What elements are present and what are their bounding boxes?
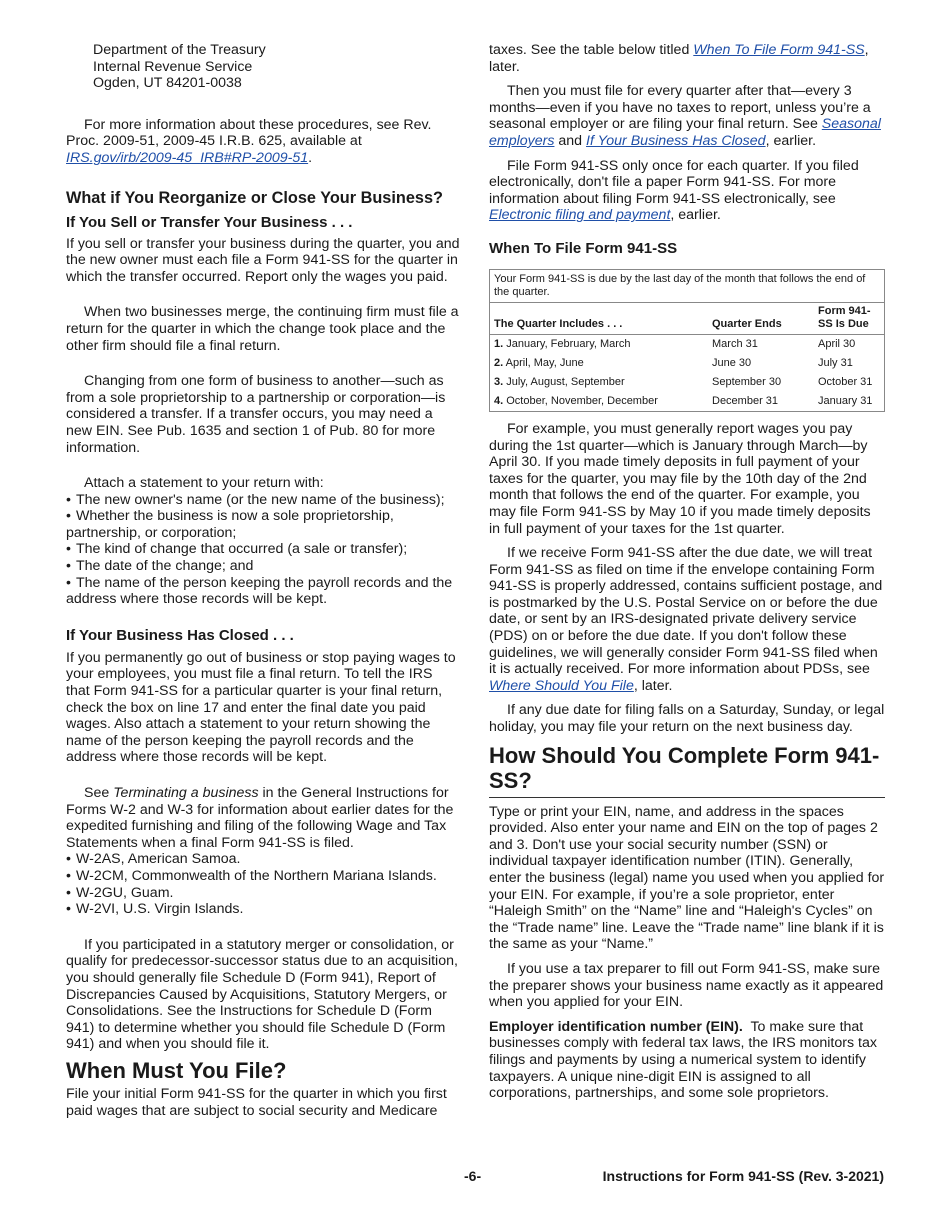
list-item: • W-2VI, U.S. Virgin Islands. xyxy=(66,901,460,918)
sell-transfer-paragraph: If you sell or transfer your business during the quarter, you and the new owner must each file a Form 941-SS for the quarter in which the transfer occurred. Report only the wages you paid. xyxy=(66,235,460,285)
file-once-paragraph: File Form 941-SS only once for each quarter. If you filed electronically, don't file a paper Form 941-SS. For more information about filing Form 941-SS electronically, see Electronic filing and payment, earlier. xyxy=(489,157,859,224)
seasonal-employers-link[interactable]: Seasonal employers xyxy=(489,116,881,149)
business-closed-paragraph: If you permanently go out of business or stop paying wages to your employees, you must file a final return. To tell the IRS that Form 941-SS for a particular quarter is your final return, check the box on line 17 and enter the final date you paid wages. Also attach a statement to your return showing the name of the person keeping the payroll records and the address where those records will be kept. xyxy=(66,649,456,766)
complete-form-paragraph: Type or print your EIN, name, and address in the spaces provided. Also enter your name and EIN on the top of pages 2 and 3. Don't use your social security number (SSN) or individual taxpayer identification number (ITIN). Generally, enter the business (legal) name you used when you applied for your EIN. For example, if you’re a sole proprietor, enter “Haleigh Smith” on the “Name” line and “Haleigh's Cycles” on the “Trade name” line. Leave the “Trade name” line blank if it is the same as your “Name.” xyxy=(489,803,885,953)
reorganize-heading: What if You Reorganize or Close Your Business? xyxy=(66,188,443,207)
address-line: Department of the Treasury xyxy=(93,42,266,58)
page-footer xyxy=(0,1168,950,1188)
wage-statements-list xyxy=(66,851,460,917)
table-row: 3. July, August, September September 30 October 31 xyxy=(494,375,873,388)
table-row: 2. April, May, June June 30 July 31 xyxy=(494,356,853,369)
where-should-you-file-link[interactable]: Where Should You File xyxy=(489,677,634,694)
when-file-heading: When Must You File? xyxy=(66,1057,287,1083)
list-item: • Whether the business is now a sole proprietorship, partnership, or corporation; xyxy=(66,508,460,541)
column-header: The Quarter Includes . . . xyxy=(490,302,709,334)
tax-preparer-paragraph: If you use a tax preparer to fill out Form 941-SS, make sure the preparer shows your business name exactly as it appeared when you applied for your EIN. xyxy=(489,960,884,1011)
terminating-business-paragraph: See Terminating a business in the General Instructions for Forms W-2 and W-3 for information about earlier dates for the expedited furnishing and filing of the following Wage and Tax Statements when a final Form 941-SS is filed. xyxy=(66,785,454,851)
example-paragraph: For example, you must generally report wages you pay during the 1st quarter—which is January through March—by April 30. If you made timely deposits in full payment of your taxes for the quarter, you may file by the 10th day of the 2nd month that follows the end of the quarter. For example, you may file Form 941-SS by May 10 if you made timely deposits in full payment of your taxes for the 1st quarter. xyxy=(489,420,871,537)
electronic-filing-link[interactable]: Electronic filing and payment xyxy=(489,207,671,224)
complete-form-heading: How Should You Complete Form 941-SS? xyxy=(489,743,885,798)
merger-paragraph: If you participated in a statutory merger or consolidation, or qualify for predecessor-successor status due to an acquisition, you should generally file Schedule D (Form 941), Report of Discrepancies Caused by Acquisitions, Statutory Mergers, or Consolidations. See the Instructions for Schedule D (Form 941) to determine whether you should file Schedule D (Form 941) and when you should file it. xyxy=(66,936,458,1053)
list-item: • The name of the person keeping the payroll records and the address where those records will be kept. xyxy=(66,575,460,608)
change-form-paragraph: Changing from one form of business to another—such as from a sole proprietorship to a partnership or corporation—is considered a transfer. If a transfer occurs, you may need a new EIN. See Pub. 1635 and section 1 of Pub. 80 for more information. xyxy=(66,373,446,456)
ein-paragraph: Employer identification number (EIN). To make sure that businesses comply with federal tax laws, the IRS monitors tax filings and payments by using a numerical system to identify taxpayers. A unique nine-digit EIN is assigned to all corporations, partnerships, and some sole proprietors. xyxy=(489,1018,877,1102)
business-closed-link[interactable]: If Your Business Has Closed xyxy=(586,132,766,149)
holiday-paragraph: If any due date for filing falls on a Saturday, Sunday, or legal holiday, you may file your return on the next business day. xyxy=(489,702,885,736)
sell-transfer-heading: If You Sell or Transfer Your Business . . . xyxy=(66,213,353,231)
list-item: • W-2CM, Commonwealth of the Northern Mariana Islands. xyxy=(66,868,460,885)
late-filing-paragraph: If we receive Form 941-SS after the due date, we will treat Form 941-SS as filed on time if the envelope containing Form 941-SS is properly addressed, contains sufficient postage, and is postmarked by the U.S. Postal Service on or before the due date, or sent by an IRS-designated private delivery service (PDS) on or before the due date. If you don't follow these guidelines, we will generally consider Form 941-SS filed when it is actually received. For more information about PDSs, see Where Should You File, later. xyxy=(489,545,883,694)
table-caption: Your Form 941-SS is due by the last day of the month that follows the end of the quarter. xyxy=(490,269,885,302)
address-line: Ogden, UT 84201-0038 xyxy=(93,75,242,92)
table-heading: When To File Form 941-SS xyxy=(489,239,678,257)
irs-gov-irb-link[interactable]: IRS.gov/irb/2009-45_IRB#RP-2009-51 xyxy=(66,149,309,166)
irs-address-block xyxy=(66,42,460,92)
column-header: Form 941-SS Is Due xyxy=(814,302,885,334)
left-column xyxy=(66,42,460,1119)
list-item: • W-2GU, Guam. xyxy=(66,885,460,902)
due-date-table xyxy=(489,269,885,412)
table-row: 4. October, November, December December 31 January 31 xyxy=(494,394,873,407)
list-item: • The new owner's name (or the new name of the business); xyxy=(66,492,460,509)
list-item: • The kind of change that occurred (a sale or transfer); xyxy=(66,541,460,558)
list-item: • W-2AS, American Samoa. xyxy=(66,851,460,868)
page-number: -6- xyxy=(464,1168,482,1184)
list-item: • The date of the change; and xyxy=(66,558,460,575)
every-quarter-paragraph: Then you must file for every quarter after that—every 3 months—even if you have no taxes to report, unless you’re a seasonal employer or are filing your final return. See Seasonal employers and If Your Business Has Closed, earlier. xyxy=(489,83,881,149)
business-closed-heading: If Your Business Has Closed . . . xyxy=(66,626,294,644)
address-line: Internal Revenue Service xyxy=(93,58,253,75)
attach-statement-intro: Attach a statement to your return with: xyxy=(84,475,324,492)
column-header: Quarter Ends xyxy=(708,302,814,334)
table-row: 1. January, February, March March 31 April 30 xyxy=(494,337,856,350)
when-file-paragraph: File your initial Form 941-SS for the quarter in which you first paid wages that are subject to social security and Medicare xyxy=(66,1085,447,1119)
ein-term: Employer identification number (EIN). xyxy=(489,1018,743,1035)
merge-paragraph: When two businesses merge, the continuing firm must file a return for the quarter in which the change took place and the other firm should file a final return. xyxy=(66,304,459,354)
attach-statement-list xyxy=(66,492,460,608)
continued-paragraph: taxes. See the table below titled When To File Form 941-SS, later. xyxy=(489,42,869,75)
footer-title: Instructions for Form 941-SS (Rev. 3-2021) xyxy=(602,1168,884,1184)
right-column xyxy=(489,42,885,1102)
when-to-file-link[interactable]: When To File Form 941-SS xyxy=(693,42,865,58)
more-info-paragraph: For more information about these procedures, see Rev. Proc. 2009-51, 2009-45 I.R.B. 625, available at IRS.gov/irb/2009-45_IRB#RP-2009-51. xyxy=(66,116,432,166)
